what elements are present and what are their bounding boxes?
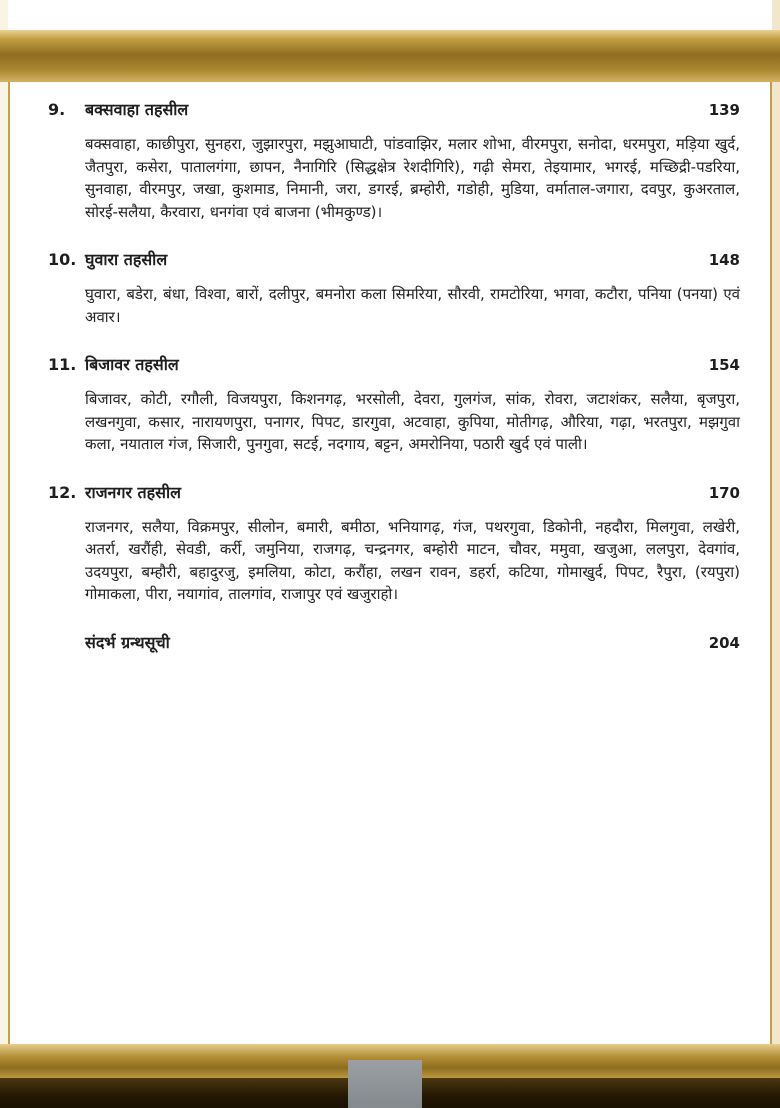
entry-number: 10.	[48, 250, 77, 269]
toc-entry	[48, 98, 740, 223]
right-edge-strip	[772, 0, 780, 1108]
entry-title: घुवारा तहसील	[85, 250, 168, 269]
entry-title: बक्सवाहा तहसील	[85, 100, 189, 119]
toc-content	[48, 98, 740, 653]
entry-number: 11.	[48, 355, 77, 374]
entry-village-list: बिजावर, कोटी, रगौली, विजयपुरा, किशनगढ़, भरसोली, देवरा, गुलगंज, सांक, रोवरा, जटाशंकर, सलैया, बृजपुरा, लखनगुवा, कसार, नारायणपुरा, पनागर, पिपट, डारगुवा, अटवाहा, कुपिया, मोतीगढ़, औरिया, गढ़ा, भरतपुरा, मझगुवा कला, नयाताल गंज, सिजारी, पुनगुवा, सटई, नदगाय, बट्टन, अमरोनिया, पठारी खुर्द एवं पाली।	[85, 390, 740, 453]
bottom-gray-tab	[348, 1060, 422, 1108]
entry-number: 12.	[48, 482, 77, 502]
toc-entry	[48, 481, 740, 606]
entry-title: राजनगर तहसील	[85, 482, 181, 502]
reference-bibliography-row	[48, 631, 740, 653]
top-gold-border-band	[0, 30, 780, 82]
entry-page-number: 170	[708, 483, 740, 502]
right-gold-rail	[770, 82, 772, 1046]
reference-title: संदर्भ ग्रन्थसूची	[85, 632, 170, 652]
entry-heading	[48, 481, 740, 503]
entry-number: 9.	[48, 100, 66, 119]
entry-page-number: 139	[708, 101, 740, 119]
entry-heading	[48, 353, 740, 375]
entry-title: बिजावर तहसील	[85, 355, 179, 374]
entry-page-number: 148	[708, 251, 740, 269]
entry-heading	[48, 98, 740, 120]
toc-entry	[48, 353, 740, 456]
entry-page-number: 154	[708, 356, 740, 374]
reference-page-number: 204	[708, 633, 740, 652]
entry-heading	[48, 248, 740, 270]
entry-village-list: राजनगर, सलैया, विक्रमपुर, सीलोन, बमारी, बमीठा, भनियागढ़, गंज, पथरगुवा, डिकोनी, नहदौरा, मिलगुवा, लखेरी, अतर्रा, खरौंही, सेवडी, कर्री, जमुनिया, राजगढ़, चन्द्रनगर, बम्होरी माटन, चौवर, ममुवा, खजुआ, ललपुरा, देवगांव, उदयपुरा, बम्हौरी, बहादुरजु, इमलिया, कोटा, करौंहा, लखन रावन, डहर्रा, कटिया, गोमाखुर्द, पिपट, रैपुरा, (रयपुरा) गोमाकला, पीरा, नयागांव, तालगांव, राजापुर एवं खजुराहो।	[85, 517, 740, 603]
entry-village-list: बक्सवाहा, काछीपुरा, सुनहरा, जुझारपुरा, मझुआघाटी, पांडवाझिर, मलार शोभा, वीरमपुरा, सनोदा, धरमपुरा, मड़िया खुर्द, जैतपुरा, कसेरा, पातालगंगा, छापन, नैनागिरि (सिद्धक्षेत्र रेशदीगिरि), गढ़ी सेमरा, तेइयामार, भगरई, मच्छिद्री-पडरिया, सुनवाहा, वीरमपुर, जखा, कुशमाड, निमानी, जरा, डगरई, ब्रम्होरी, गडोही, मुडिया, वर्माताल-जगारा, दवपुर, कुअरताल, सोरई-सलैया, कैरवारा, धनगंवा एवं बाजना (भीमकुण्ड)।	[85, 135, 740, 221]
entry-village-list: घुवारा, बडेरा, बंधा, विश्वा, बारों, दलीपुर, बमनोरा कला सिमरिया, सौरवी, रामटोरिया, भगवा, कटौरा, पनिया (पनया) एवं अवार।	[85, 285, 740, 326]
left-gold-rail	[8, 82, 10, 1046]
left-edge-strip	[0, 0, 8, 1108]
toc-entry	[48, 248, 740, 328]
